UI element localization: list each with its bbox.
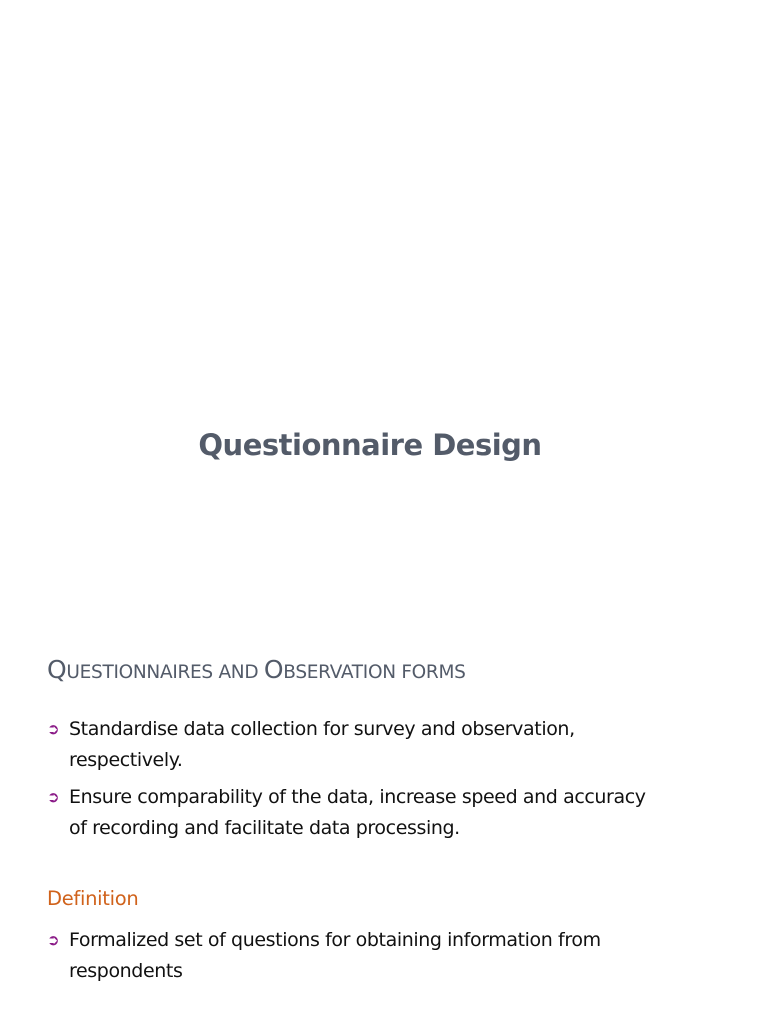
bullet-text: Standardise data collection for survey and observation, respectively. <box>69 718 575 771</box>
curved-arrow-icon: ➲ <box>47 788 60 806</box>
section-heading-cap-1: Q <box>47 655 67 684</box>
curved-arrow-icon: ➲ <box>47 720 60 738</box>
definition-heading: Definition <box>47 887 139 910</box>
bullet-text: Ensure comparability of the data, increase speed and accuracy of recording and facilitate data processing. <box>69 786 646 839</box>
list-item <box>47 925 657 987</box>
curved-arrow-icon: ➲ <box>47 931 60 949</box>
bullet-text: Formalized set of questions for obtaining information from respondents <box>69 929 601 982</box>
slide-title: Questionnaire Design <box>198 428 542 462</box>
section-heading-cap-2: O <box>263 655 284 684</box>
section-heading-part-1: UESTIONNAIRES AND <box>66 662 264 683</box>
section-heading <box>47 655 466 684</box>
section-heading-part-2: BSERVATION FORMS <box>283 662 466 683</box>
list-item <box>47 782 657 844</box>
definition-bullet-list <box>47 925 657 993</box>
section-bullet-list <box>47 714 657 850</box>
list-item <box>47 714 657 776</box>
